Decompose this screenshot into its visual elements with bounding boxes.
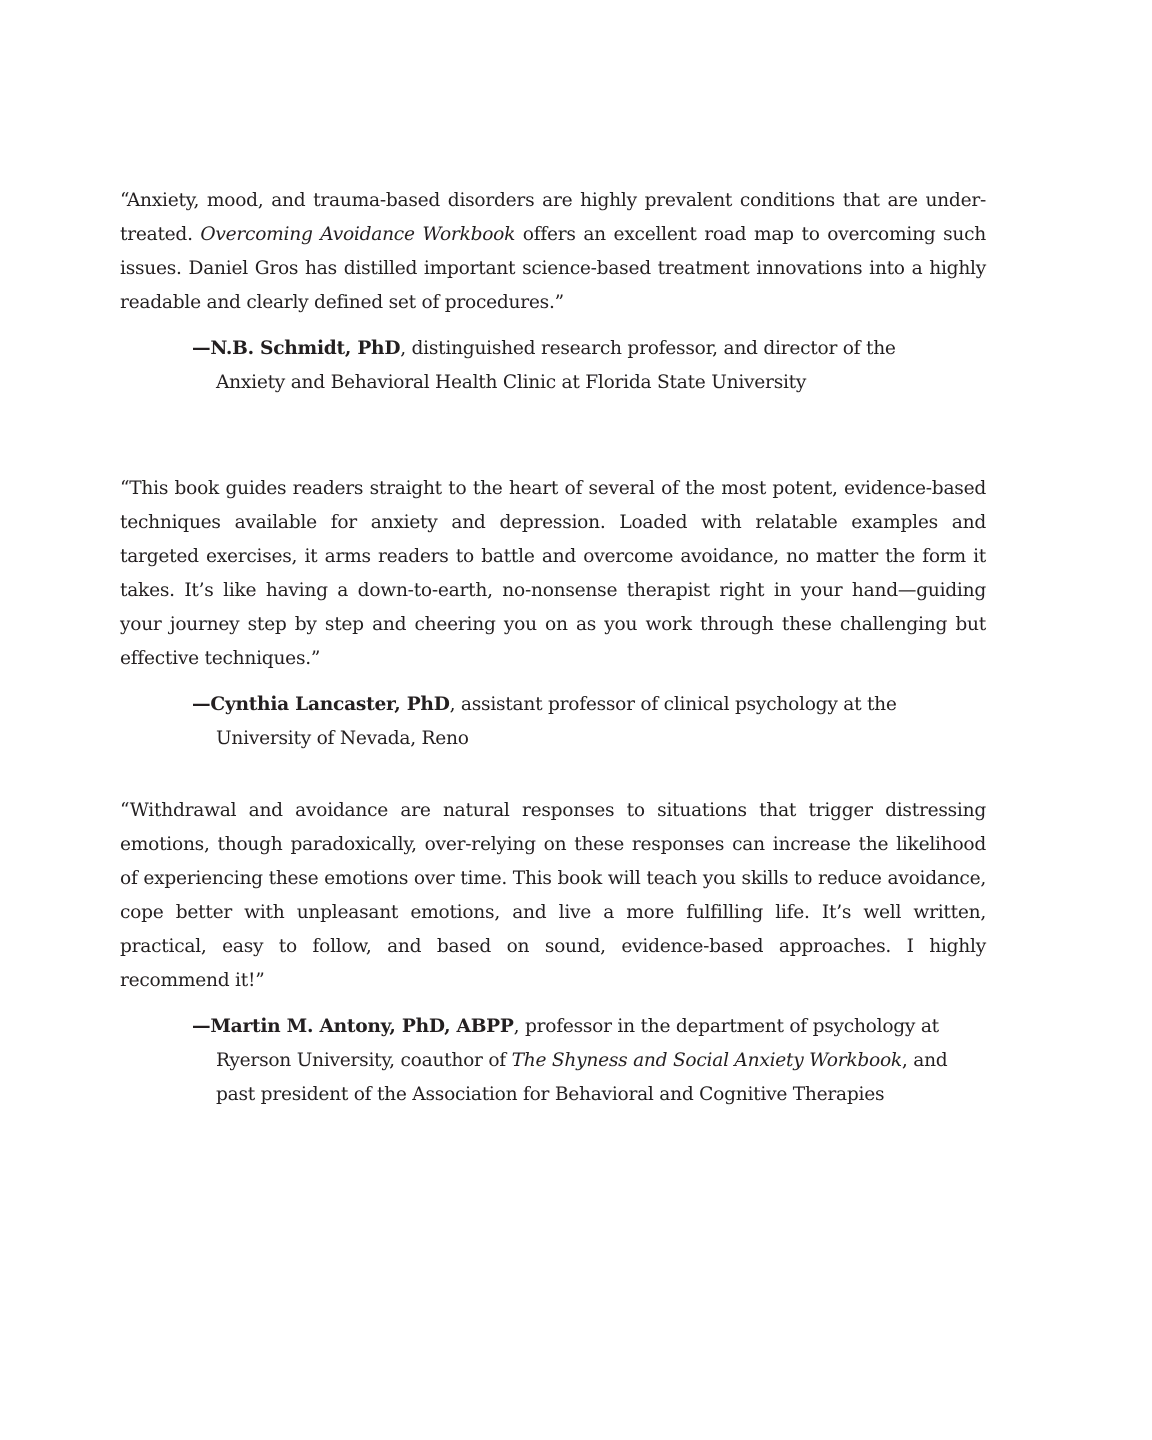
- endorsement-attribution: [144, 1010, 966, 1112]
- endorsement-quote: “This book guides readers straight to the heart of several of the most potent, evidence-based techniques available for anxiety and depression. Loaded with relatable examples and targeted exercises, it arms readers to battle and overcome avoidance, no matter the form it takes. It’s like having a down-to-earth, no-nonsense therapist right in your hand—guiding your journey step by step and cheering you on as you work through these challenging but effective techniques.”: [120, 478, 986, 669]
- author-affiliation: , and past president of the Association for Behavioral and Cognitive Therapies: [216, 1050, 948, 1105]
- endorsement-antony: [120, 794, 986, 1112]
- endorsement-attribution: [144, 688, 966, 756]
- quote-text: offers an excellent road map to overcoming such issues. Daniel Gros has distilled important science-based treatment innovations into a highly readable and clearly defined set of procedures.”: [120, 224, 987, 313]
- author-name: —Cynthia Lancaster, PhD: [192, 694, 450, 715]
- author-name: —N.B. Schmidt, PhD: [192, 338, 401, 359]
- book-title: The Shyness and Social Anxiety Workbook: [511, 1050, 902, 1071]
- endorsement-attribution: [144, 332, 966, 400]
- endorsement-quote: [120, 184, 986, 320]
- author-affiliation: , assistant professor of clinical psychology at the University of Nevada, Reno: [216, 694, 897, 749]
- author-affiliation: , professor in the department of psychology at Ryerson University, coauthor of: [216, 1016, 939, 1071]
- endorsement-quote: “Withdrawal and avoidance are natural responses to situations that trigger distressing emotions, though paradoxically, over-relying on these responses can increase the likelihood of experiencing these emotions over time. This book will teach you skills to reduce avoidance, cope better with unpleasant emotions, and live a more fulfilling life. It’s well written, practical, easy to follow, and based on sound, evidence-based approaches. I highly recommend it!”: [120, 800, 986, 991]
- author-affiliation: , distinguished research professor, and director of the Anxiety and Behavioral Health Clinic at Florida State University: [216, 338, 896, 393]
- quote-text: “Anxiety, mood, and trauma-based disorders are highly prevalent conditions that are under-treated.: [120, 190, 986, 245]
- endorsement-schmidt: [120, 184, 986, 400]
- book-title: Overcoming Avoidance Workbook: [200, 224, 516, 245]
- endorsement-lancaster: [120, 472, 986, 756]
- author-name: —Martin M. Antony, PhD, ABPP: [192, 1016, 514, 1037]
